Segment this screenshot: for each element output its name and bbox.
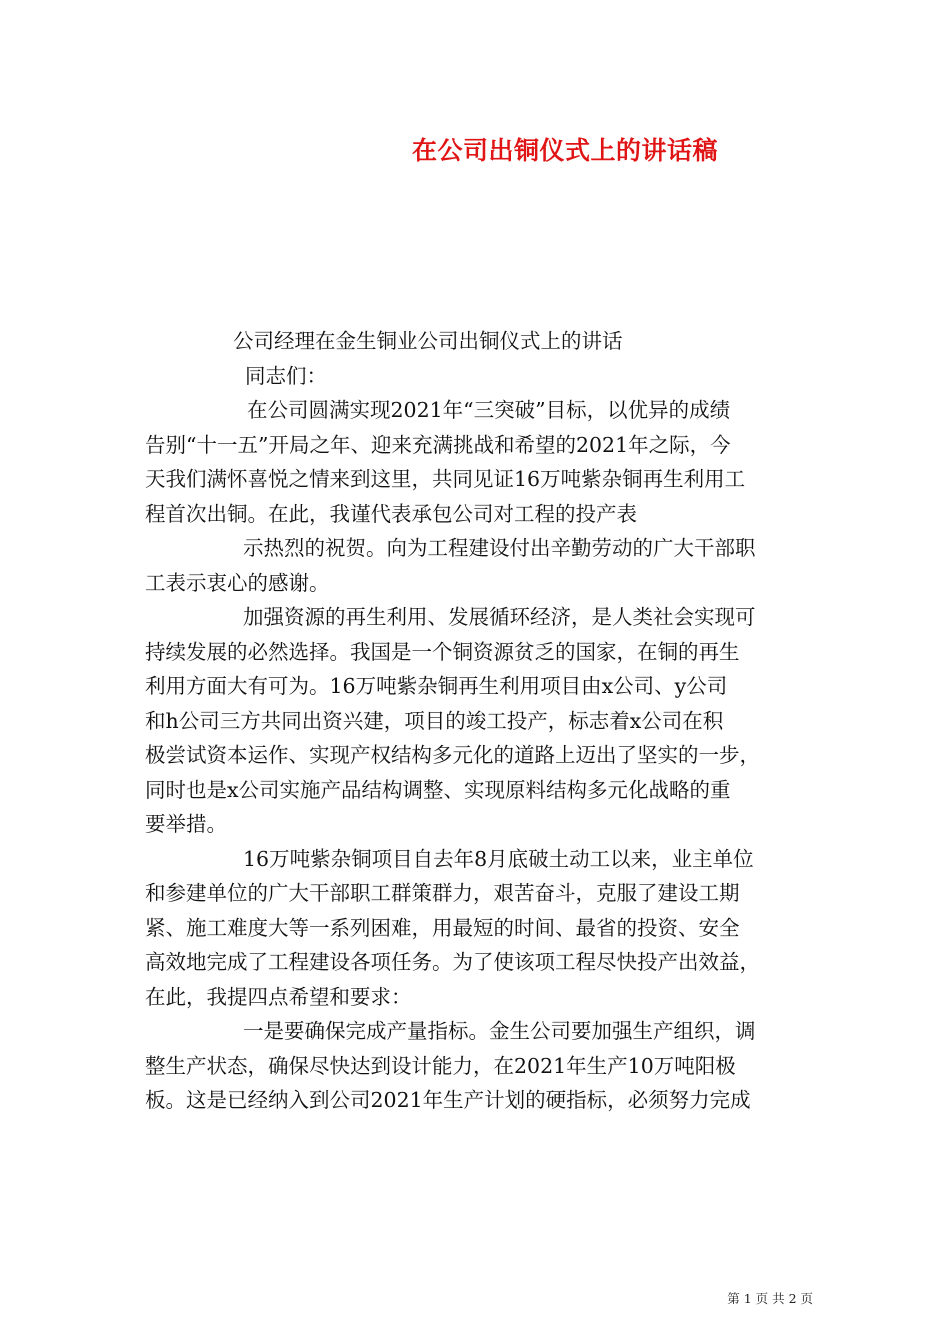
text-line: 板。这是已经纳入到公司2021年生产计划的硬指标，必须努力完成 — [145, 1088, 751, 1112]
text-line: 高效地完成了工程建设各项任务。为了使该项工程尽快投产出效益， — [145, 950, 760, 974]
text-line: 告别“十一五”开局之年、迎来充满挑战和希望的2021年之际，今 — [145, 432, 731, 457]
text-line: 在公司圆满实现2021年“三突破”目标，以优异的成绩 — [247, 398, 731, 422]
text-line: 和h公司三方共同出资兴建，项目的竣工投产，标志着x公司在积 — [145, 708, 724, 733]
text-line: 同时也是x公司实施产品结构调整、实现原料结构多元化战略的重 — [145, 777, 731, 802]
salutation: 同志们： — [245, 363, 327, 388]
text-line: 示热烈的祝贺。向为工程建设付出辛勤劳动的广大干部职 — [243, 536, 756, 560]
text-line: 整生产状态，确保尽快达到设计能力，在2021年生产10万吨阳极 — [145, 1053, 736, 1078]
document-title: 在公司出铜仪式上的讲话稿 — [411, 136, 718, 165]
text-line: 天我们满怀喜悦之情来到这里，共同见证16万吨紫杂铜再生利用工 — [145, 467, 746, 491]
text-line: 工表示衷心的感谢。 — [145, 570, 330, 595]
text-line: 持续发展的必然选择。我国是一个铜资源贫乏的国家，在铜的再生 — [145, 639, 740, 664]
text-line: 在此，我提四点希望和要求： — [145, 984, 412, 1009]
text-line: 利用方面大有可为。16万吨紫杂铜再生利用项目由x公司、y公司 — [145, 674, 728, 698]
text-line: 程首次出铜。在此，我谨代表承包公司对工程的投产表 — [145, 501, 637, 526]
text-line: 加强资源的再生利用、发展循环经济，是人类社会实现可 — [243, 605, 756, 629]
page-number: 第 1 页 共 2 页 — [727, 1291, 813, 1306]
text-line: 极尝试资本运作、实现产权结构多元化的道路上迈出了坚实的一步， — [145, 743, 760, 767]
text-line: 紧、施工难度大等一系列困难，用最短的时间、最省的投资、安全 — [145, 915, 740, 940]
document-body — [145, 324, 813, 1118]
speech-subtitle: 公司经理在金生铜业公司出铜仪式上的讲话 — [233, 329, 623, 353]
text-line: 要举措。 — [145, 812, 227, 836]
text-line: 和参建单位的广大干部职工群策群力，艰苦奋斗，克服了建设工期 — [145, 881, 740, 905]
text-line: 16万吨紫杂铜项目自去年8月底破土动工以来，业主单位 — [243, 846, 754, 871]
text-line: 一是要确保完成产量指标。金生公司要加强生产组织，调 — [243, 1019, 756, 1043]
